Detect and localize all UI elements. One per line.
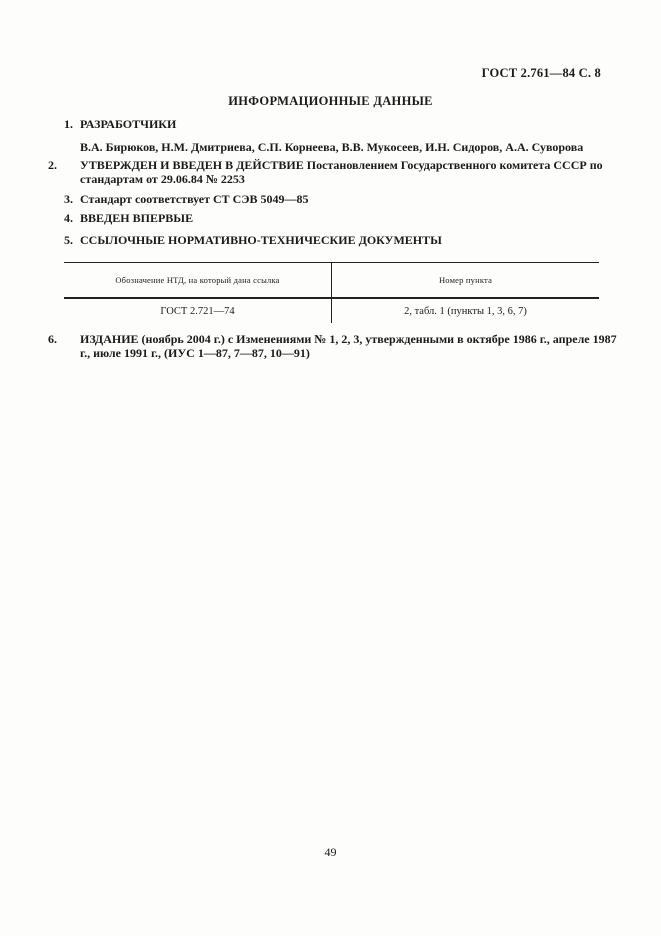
page-header-doc-ref: ГОСТ 2.761—84 С. 8 (481, 66, 601, 80)
section-number: 2. (48, 158, 57, 172)
section-heading: ВВЕДЕН ВПЕРВЫЕ (80, 211, 194, 225)
section-number: 1. (64, 117, 73, 131)
section-number: 4. (64, 211, 73, 225)
section-number: 6. (48, 332, 57, 346)
section-1 (64, 117, 604, 131)
section-number: 5. (64, 233, 73, 247)
section-text: Стандарт соответствует СТ СЭВ 5049—85 (80, 192, 309, 206)
column-header-designation: Обозначение НТД, на который дана ссылка (64, 263, 332, 299)
page-number: 49 (324, 845, 337, 859)
authors-list: В.А. Бирюков, Н.М. Дмитриева, С.П. Корнеева, В.В. Мукосеев, И.Н. Сидоров, А.А. Суворова (80, 140, 584, 154)
section-4 (64, 211, 604, 225)
section-5 (64, 233, 604, 247)
section-number: 3. (64, 192, 73, 206)
reference-documents-table (64, 262, 599, 323)
column-header-clause-number: Номер пункта (332, 263, 600, 299)
section-text: ИЗДАНИЕ (ноябрь 2004 г.) с Изменениями № 1, 2, 3, утвержденными в октябре 1986 г., апреле 1987 г., июле 1991 г., (ИУС 1—87, 7—87, 10—91) (80, 332, 617, 360)
section-heading: РАЗРАБОТЧИКИ (80, 117, 177, 131)
table-header-row (64, 263, 599, 299)
section-heading: ССЫЛОЧНЫЕ НОРМАТИВНО-ТЕХНИЧЕСКИЕ ДОКУМЕНТЫ (80, 233, 442, 247)
document-title: ИНФОРМАЦИОННЫЕ ДАННЫЕ (228, 94, 433, 108)
table-cell-clause-number: 2, табл. 1 (пункты 1, 3, 6, 7) (404, 305, 527, 317)
table-row (64, 298, 599, 323)
section-6 (48, 332, 620, 360)
table-cell-designation: ГОСТ 2.721—74 (64, 298, 332, 323)
section-2 (48, 158, 620, 186)
section-text: УТВЕРЖДЕН И ВВЕДЕН В ДЕЙСТВИЕ Постановлением Государственного комитета СССР по стандартам от 29.06.84 № 2253 (80, 158, 603, 186)
section-3 (64, 192, 604, 206)
